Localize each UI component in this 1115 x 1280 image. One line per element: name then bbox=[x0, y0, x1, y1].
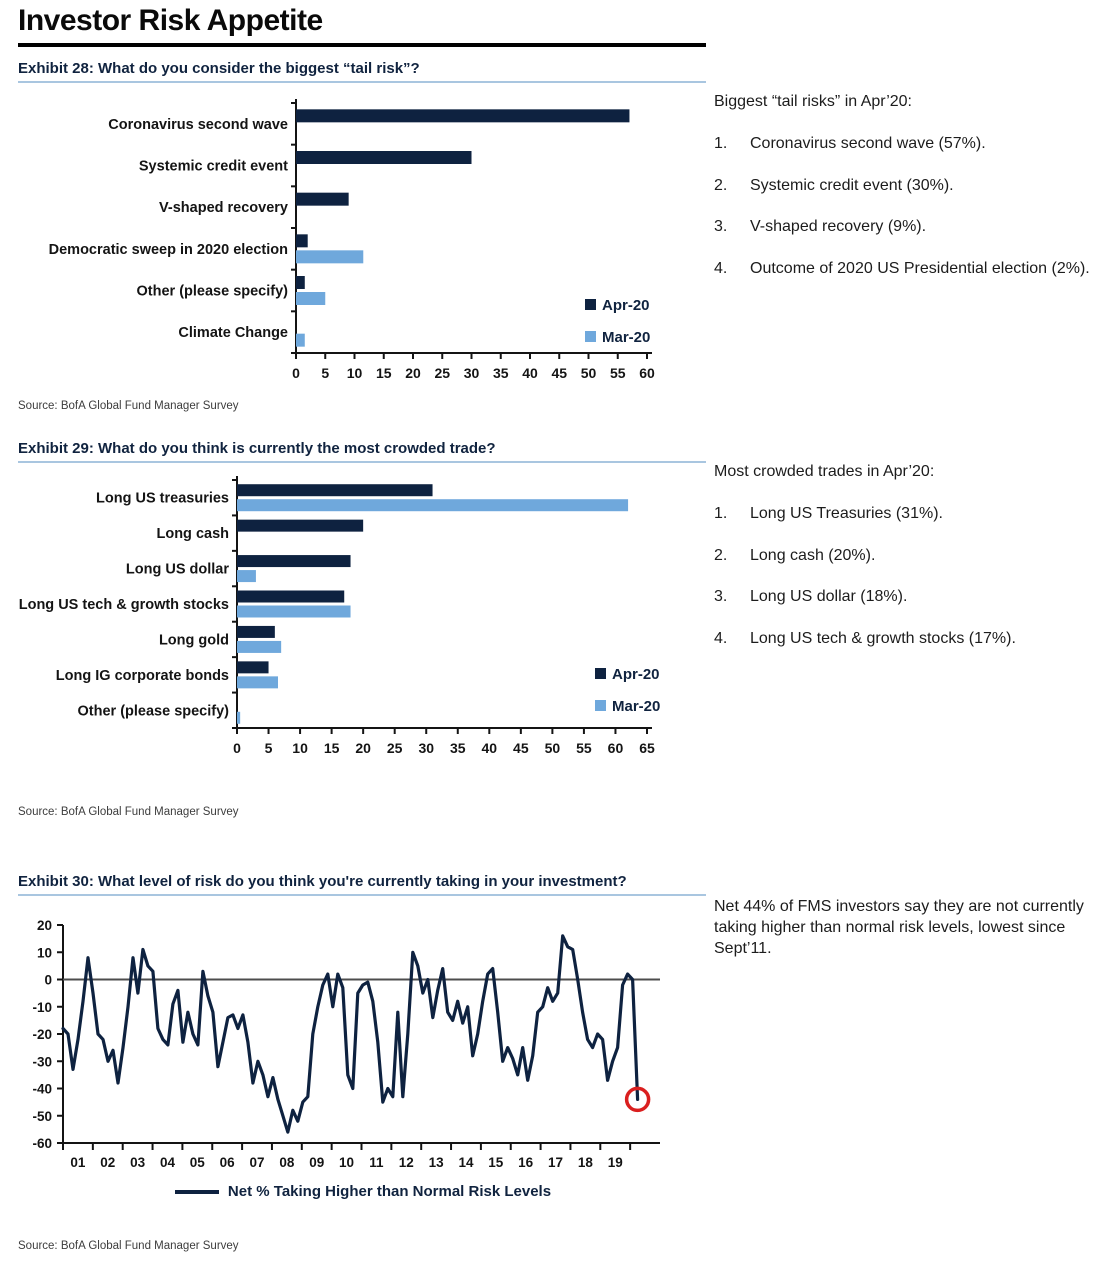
svg-text:50: 50 bbox=[544, 740, 561, 756]
svg-text:-40: -40 bbox=[32, 1081, 52, 1097]
svg-text:17: 17 bbox=[548, 1155, 564, 1170]
svg-text:35: 35 bbox=[449, 740, 466, 756]
note-item: 3. V-shaped recovery (9%). bbox=[714, 218, 927, 236]
svg-text:08: 08 bbox=[279, 1155, 295, 1170]
svg-text:20: 20 bbox=[355, 740, 371, 756]
svg-text:18: 18 bbox=[577, 1155, 593, 1170]
note-paragraph: Net 44% of FMS investors say they are not currently taking higher than normal risk levels, lowest since Sept’11. bbox=[714, 898, 1084, 957]
svg-text:15: 15 bbox=[488, 1155, 504, 1170]
svg-text:06: 06 bbox=[219, 1155, 235, 1170]
svg-text:0: 0 bbox=[233, 740, 241, 756]
svg-text:05: 05 bbox=[189, 1155, 205, 1170]
svg-text:30: 30 bbox=[463, 365, 480, 381]
tail-risk-bar-chart bbox=[18, 95, 708, 395]
svg-text:40: 40 bbox=[481, 740, 498, 756]
svg-text:Systemic credit event: Systemic credit event bbox=[138, 158, 288, 175]
svg-text:V-shaped recovery: V-shaped recovery bbox=[159, 200, 288, 217]
svg-text:-30: -30 bbox=[32, 1054, 52, 1070]
note-item: 1. Coronavirus second wave (57%). bbox=[714, 134, 986, 152]
svg-text:5: 5 bbox=[264, 740, 273, 756]
svg-text:35: 35 bbox=[492, 365, 509, 381]
svg-text:01: 01 bbox=[70, 1155, 86, 1170]
svg-text:13: 13 bbox=[428, 1155, 444, 1170]
svg-text:Long US tech & growth stocks: Long US tech & growth stocks bbox=[18, 597, 229, 613]
svg-text:09: 09 bbox=[309, 1155, 325, 1170]
svg-text:40: 40 bbox=[522, 365, 538, 381]
notes-heading: Biggest “tail risks” in Apr’20: bbox=[714, 93, 912, 110]
svg-text:Other (please specify): Other (please specify) bbox=[77, 703, 229, 720]
svg-text:20: 20 bbox=[36, 918, 52, 933]
svg-text:-60: -60 bbox=[32, 1136, 52, 1151]
risk-level-line-chart bbox=[18, 903, 708, 1195]
svg-text:0: 0 bbox=[44, 972, 52, 988]
svg-text:16: 16 bbox=[518, 1155, 534, 1170]
svg-text:15: 15 bbox=[323, 740, 340, 756]
notes-list bbox=[714, 504, 1110, 650]
svg-text:-20: -20 bbox=[32, 1027, 52, 1042]
svg-text:Other (please specify): Other (please specify) bbox=[136, 283, 288, 300]
svg-text:04: 04 bbox=[159, 1155, 175, 1170]
svg-text:Climate Change: Climate Change bbox=[178, 325, 288, 342]
page-title: Investor Risk Appetite bbox=[18, 4, 323, 37]
exhibit-29-notes bbox=[714, 462, 1110, 671]
exhibit-30-header: Exhibit 30: What level of risk do you think you're currently taking in your investment? bbox=[18, 873, 706, 896]
svg-text:15: 15 bbox=[375, 365, 392, 381]
note-item: 4. Long US tech & growth stocks (17%). bbox=[714, 630, 1016, 648]
svg-text:-10: -10 bbox=[32, 999, 52, 1015]
note-item: 3. Long US dollar (18%). bbox=[714, 588, 908, 606]
svg-text:45: 45 bbox=[551, 365, 568, 381]
line-chart-legend bbox=[18, 1183, 708, 1200]
exhibit-28-header: Exhibit 28: What do you consider the biggest “tail risk”? bbox=[18, 60, 706, 83]
svg-text:45: 45 bbox=[513, 740, 529, 756]
exhibit-29-source: Source: BofA Global Fund Manager Survey bbox=[18, 806, 239, 818]
legend-line-swatch bbox=[175, 1190, 219, 1194]
exhibit-30-source: Source: BofA Global Fund Manager Survey bbox=[18, 1240, 239, 1252]
svg-text:Democratic sweep in 2020 elect: Democratic sweep in 2020 election bbox=[48, 241, 288, 258]
svg-text:Apr-20: Apr-20 bbox=[612, 666, 660, 683]
svg-text:Long IG corporate bonds: Long IG corporate bonds bbox=[55, 667, 229, 684]
svg-text:14: 14 bbox=[458, 1155, 474, 1170]
svg-text:Apr-20: Apr-20 bbox=[602, 297, 650, 314]
note-item: 4. Outcome of 2020 US Presidential election (2%). bbox=[714, 260, 1090, 278]
notes-heading: Most crowded trades in Apr’20: bbox=[714, 463, 935, 480]
note-item: 2. Systemic credit event (30%). bbox=[714, 176, 954, 194]
svg-text:60: 60 bbox=[607, 740, 624, 756]
svg-text:55: 55 bbox=[576, 740, 592, 756]
svg-text:-50: -50 bbox=[32, 1108, 52, 1124]
svg-text:20: 20 bbox=[405, 365, 421, 381]
svg-text:55: 55 bbox=[609, 365, 626, 381]
exhibit-29-header: Exhibit 29: What do you think is currently the most crowded trade? bbox=[18, 440, 706, 463]
svg-text:07: 07 bbox=[249, 1155, 265, 1170]
svg-text:02: 02 bbox=[100, 1155, 116, 1170]
svg-text:60: 60 bbox=[639, 365, 655, 381]
svg-text:11: 11 bbox=[369, 1155, 384, 1170]
svg-text:30: 30 bbox=[418, 740, 435, 756]
svg-text:65: 65 bbox=[639, 740, 655, 756]
svg-text:Long US dollar: Long US dollar bbox=[125, 561, 229, 578]
crowded-trade-bar-chart bbox=[18, 470, 708, 770]
svg-text:10: 10 bbox=[36, 945, 52, 961]
page-title-block bbox=[18, 4, 706, 47]
exhibit-30-notes bbox=[714, 897, 1110, 980]
svg-text:25: 25 bbox=[434, 365, 451, 381]
exhibit-28-source: Source: BofA Global Fund Manager Survey bbox=[18, 400, 239, 412]
svg-text:Coronavirus second wave: Coronavirus second wave bbox=[108, 116, 288, 133]
svg-text:25: 25 bbox=[386, 740, 403, 756]
svg-text:19: 19 bbox=[607, 1155, 623, 1170]
notes-list bbox=[714, 134, 1110, 280]
svg-text:10: 10 bbox=[346, 365, 363, 381]
svg-text:Mar-20: Mar-20 bbox=[602, 329, 651, 346]
note-item: 2. Long cash (20%). bbox=[714, 546, 876, 564]
svg-text:Mar-20: Mar-20 bbox=[612, 698, 661, 715]
svg-text:12: 12 bbox=[398, 1155, 414, 1170]
exhibit-28-notes bbox=[714, 92, 1110, 301]
svg-text:10: 10 bbox=[292, 740, 308, 756]
note-item: 1. Long US Treasuries (31%). bbox=[714, 504, 943, 522]
svg-text:Long gold: Long gold bbox=[158, 632, 229, 649]
svg-text:5: 5 bbox=[321, 365, 330, 381]
svg-text:10: 10 bbox=[339, 1155, 355, 1170]
svg-text:50: 50 bbox=[580, 365, 597, 381]
svg-text:03: 03 bbox=[130, 1155, 146, 1170]
legend-label: Net % Taking Higher than Normal Risk Levels bbox=[227, 1183, 552, 1200]
svg-text:Long cash: Long cash bbox=[156, 526, 229, 543]
svg-text:Long US treasuries: Long US treasuries bbox=[96, 490, 229, 507]
svg-text:0: 0 bbox=[292, 365, 300, 381]
